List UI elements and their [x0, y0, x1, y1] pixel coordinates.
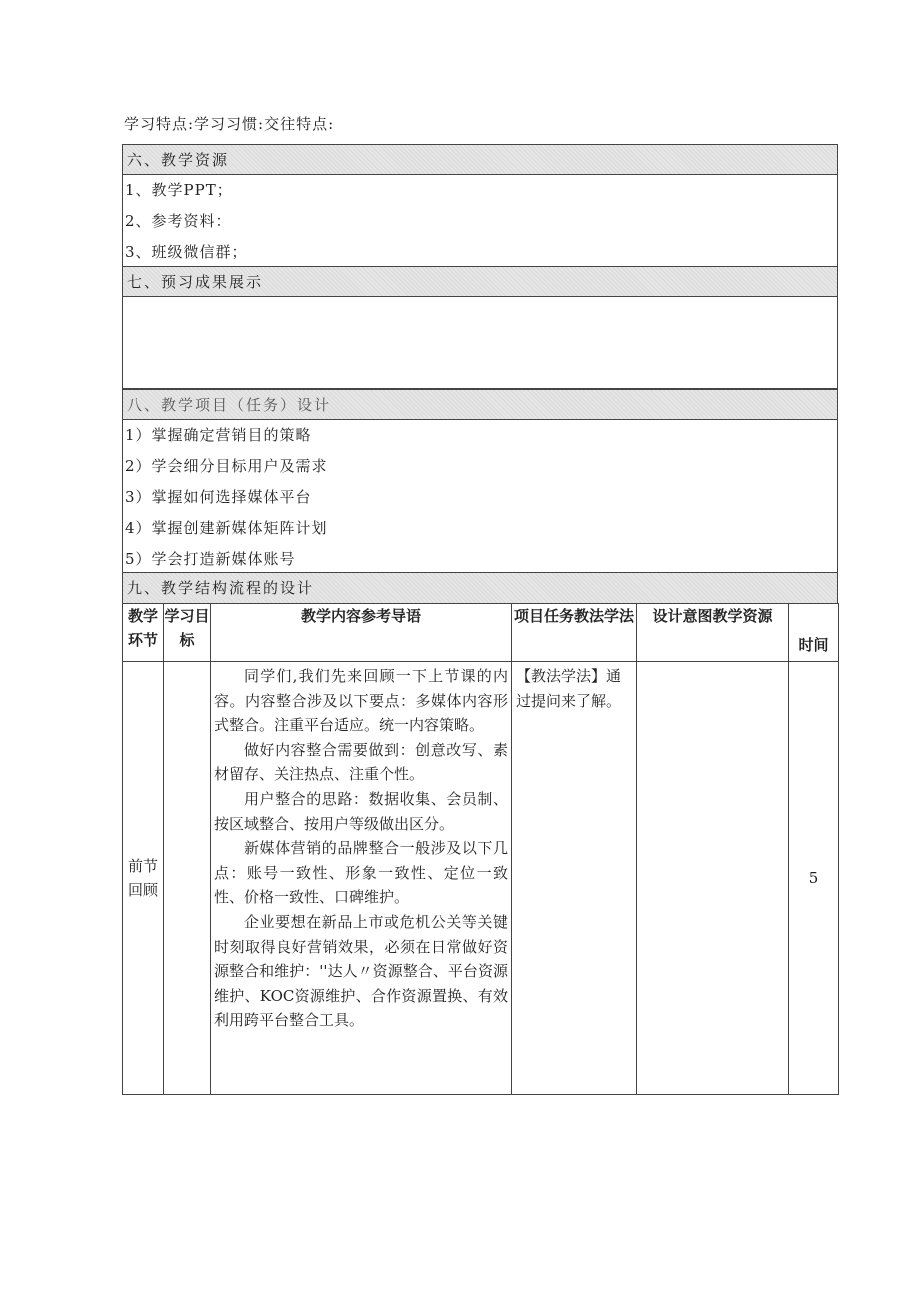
- section-title: 六、教学资源: [123, 145, 837, 175]
- header-time: 时间: [789, 604, 839, 662]
- task-item: 4）掌握创建新媒体矩阵计划: [125, 519, 328, 537]
- resource-item: 2、参考资料：: [125, 212, 232, 230]
- section-title: 九、教学结构流程的设计: [123, 573, 837, 603]
- section-title: 七、预习成果展示: [123, 267, 837, 297]
- table-header-row: [123, 604, 839, 662]
- task-item: 5）学会打造新媒体账号: [125, 550, 296, 568]
- header-goal: 学习目标: [164, 604, 211, 662]
- content-paragraph: 用户整合的思路：数据收集、会员制、按区域整合、按用户等级做出区分。: [214, 789, 508, 833]
- content-paragraph: 新媒体营销的品牌整合一般涉及以下几点：账号一致性、形象一致性、定位一致性、价格一致性、口碑维护。: [214, 839, 508, 907]
- section-preview-results: [122, 266, 838, 389]
- time-cell: 5: [789, 662, 839, 1095]
- task-item: 2）学会细分目标用户及需求: [125, 457, 328, 475]
- method-cell: 【教法学法】通过提问来了解。: [512, 662, 637, 1095]
- design-cell: [637, 662, 789, 1095]
- goal-cell: [164, 662, 211, 1095]
- stage-cell: [123, 662, 164, 1095]
- task-item: 3）掌握如何选择媒体平台: [125, 488, 312, 506]
- section-structure-flow: [122, 572, 838, 604]
- task-item: 1）掌握确定营销目的策略: [125, 426, 312, 444]
- content-paragraph: 企业要想在新品上市或危机公关等关键时刻取得良好营销效果，必须在日常做好资源整合和维护：''达人〃资源整合、平台资源维护、KOC资源维护、合作资源置换、有效利用跨平台整合工具。: [214, 912, 508, 1030]
- flow-table: [122, 603, 839, 1095]
- header-content: 教学内容参考导语: [211, 604, 512, 662]
- intro-line: 学习特点:学习习惯:交往特点:: [124, 115, 335, 133]
- resource-item: 1、教学PPT；: [125, 181, 233, 199]
- table-row: [123, 662, 839, 1095]
- stage-line-2: 回顾: [127, 881, 158, 899]
- content-paragraph: 做好内容整合需要做到：创意改写、素材留存、关注热点、注重个性。: [214, 740, 508, 784]
- header-stage: 教学环节: [123, 604, 164, 662]
- content-cell: [211, 662, 512, 1095]
- section-project-design: [122, 389, 838, 573]
- section-title: 八、教学项目（任务）设计: [123, 390, 837, 420]
- header-method: 项目任务教法学法: [512, 604, 637, 662]
- resource-item: 3、班级微信群；: [125, 243, 248, 261]
- header-design: 设计意图教学资源: [637, 604, 789, 662]
- stage-line-1: 前节: [127, 857, 158, 875]
- content-paragraph: 同学们,我们先来回顾一下上节课的内容。内容整合涉及以下要点：多媒体内容形式整合。注重平台适应。统一内容策略。: [214, 667, 508, 735]
- section-teaching-resources: [122, 144, 838, 267]
